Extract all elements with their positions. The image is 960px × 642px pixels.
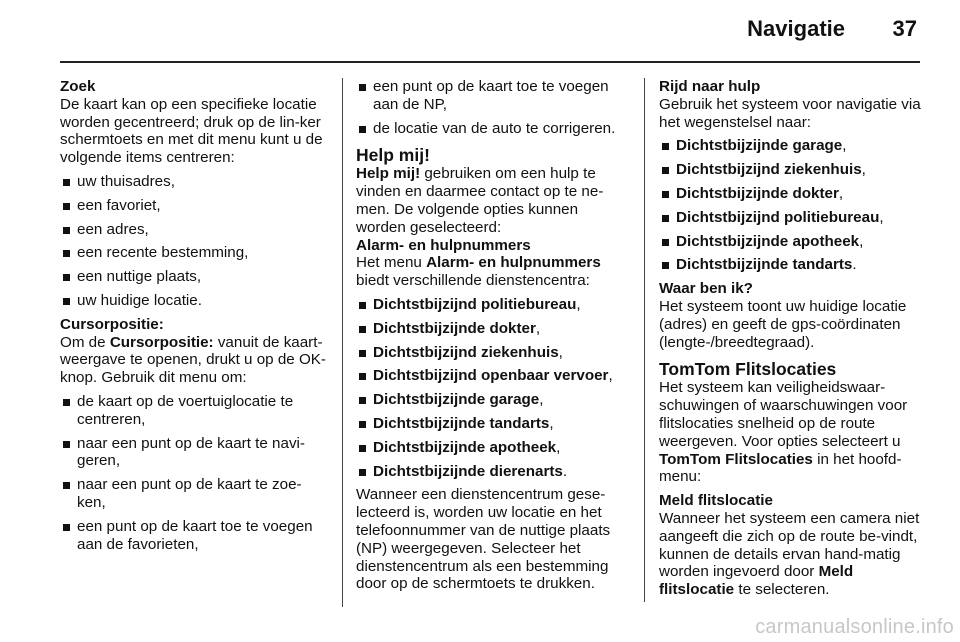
bullet-icon — [359, 373, 366, 380]
list-item: uw huidige locatie. — [60, 292, 330, 310]
list-item: een adres, — [60, 221, 330, 239]
help-text: Help mij! gebruiken om een hulp te vinden en daarmee contact op te ne-men. De volgende opties kunnen worden geselecteerd: — [356, 165, 604, 236]
bullet-icon — [63, 250, 70, 257]
alarm-text: Het menu Alarm- en hulpnummers biedt verschillende dienstencentra: — [356, 254, 601, 290]
list-item: een favoriet, — [60, 197, 330, 215]
list-item: Dichtstbijzijnde dierenarts. — [356, 463, 632, 481]
cursor-text: Om de Cursorpositie: vanuit de kaart-weergave te openen, drukt u op de OK-knop. Gebruik dit menu om: — [60, 333, 326, 387]
list-item: Dichtstbijzijnde tandarts, — [356, 415, 632, 433]
list-item: een nuttige plaats, — [60, 268, 330, 286]
bullet-icon — [359, 469, 366, 476]
cursor-list-continued — [356, 78, 632, 137]
page-number: 37 — [892, 16, 917, 41]
meld-text: Wanneer het systeem een camera niet aangeeft die zich op de route be-vindt, kunnen de details ervan hand-matig worden ingevoerd door Meld flitslocatie te selecteren. — [659, 509, 920, 599]
meld-heading: Meld flitslocatie — [659, 492, 773, 510]
bullet-icon — [63, 298, 70, 305]
bullet-icon — [63, 482, 70, 489]
bullet-icon — [359, 302, 366, 309]
column-right — [659, 78, 929, 599]
list-item: Dichtstbijzijnd ziekenhuis, — [659, 161, 929, 179]
list-item: Dichtstbijzijnde apotheek, — [356, 439, 632, 457]
bullet-icon — [63, 524, 70, 531]
list-item: de locatie van de auto te corrigeren. — [356, 120, 632, 138]
rijd-text: Gebruik het systeem voor navigatie via het wegenstelsel naar: — [659, 95, 921, 131]
list-item: Dichtstbijzijnd politiebureau, — [356, 296, 632, 314]
column-left — [60, 78, 330, 553]
bullet-icon — [359, 421, 366, 428]
bullet-icon — [63, 179, 70, 186]
bullet-icon — [359, 84, 366, 91]
column-divider — [342, 78, 343, 607]
bullet-icon — [662, 262, 669, 269]
bullet-icon — [63, 399, 70, 406]
list-item: een punt op de kaart toe te voegen aan de NP, — [356, 78, 632, 114]
closing-text: Wanneer een dienstencentrum gese-lecteerd is, worden uw locatie en het telefoonnummer van de nuttige plaats (NP) weergegeven. Selecteer het dienstencentrum als een bestemming door op de schermtoets te drukken. — [356, 486, 611, 593]
alarm-list — [356, 296, 632, 480]
zoek-text: De kaart kan op een specifieke locatie worden gecentreerd; druk op de lin-ker schermtoets en met dit menu kunt u de volgende items centreren: — [60, 95, 323, 167]
watermark: carmanualsonline.info — [755, 616, 954, 638]
list-item: Dichtstbijzijnd politiebureau, — [659, 209, 929, 227]
bullet-icon — [662, 167, 669, 174]
page-header — [60, 0, 920, 63]
list-item: Dichtstbijzijnde dokter, — [356, 320, 632, 338]
alarm-heading: Alarm- en hulpnummers — [356, 236, 531, 254]
bullet-icon — [63, 203, 70, 210]
bullet-icon — [359, 326, 366, 333]
zoek-list — [60, 173, 330, 310]
waar-text: Het systeem toont uw huidige locatie (adres) en geeft de gps-coördinaten (lengte-/breedtegraad). — [659, 297, 907, 351]
bullet-icon — [662, 215, 669, 222]
bullet-icon — [662, 191, 669, 198]
bullet-icon — [662, 143, 669, 150]
help-heading: Help mij! — [356, 145, 430, 166]
bullet-icon — [359, 445, 366, 452]
tomtom-text: Het systeem kan veiligheidswaar-schuwingen of waarschuwingen voor flitslocaties snelheid op de route weergeven. Voor opties selecteert u TomTom Flitslocaties in het hoofd-menu: — [659, 379, 908, 486]
page-title: Navigatie — [747, 16, 845, 41]
cursor-list — [60, 393, 330, 553]
list-item: naar een punt op de kaart te navi-geren, — [60, 435, 330, 471]
rijd-list — [659, 137, 929, 274]
zoek-heading: Zoek — [60, 78, 96, 95]
list-item: Dichtstbijzijnde tandarts. — [659, 256, 929, 274]
bullet-icon — [359, 350, 366, 357]
list-item: uw thuisadres, — [60, 173, 330, 191]
waar-heading: Waar ben ik? — [659, 280, 753, 298]
cursor-heading: Cursorpositie: — [60, 315, 164, 333]
column-divider — [644, 78, 645, 602]
bullet-icon — [359, 126, 366, 133]
rijd-heading: Rijd naar hulp — [659, 78, 761, 95]
column-middle — [356, 78, 632, 593]
list-item: Dichtstbijzijnde garage, — [356, 391, 632, 409]
list-item: Dichtstbijzijnd openbaar vervoer, — [356, 367, 632, 385]
bullet-icon — [63, 274, 70, 281]
list-item: naar een punt op de kaart te zoe-ken, — [60, 476, 330, 512]
bullet-icon — [359, 397, 366, 404]
bullet-icon — [662, 239, 669, 246]
list-item: Dichtstbijzijnde dokter, — [659, 185, 929, 203]
tomtom-heading: TomTom Flitslocaties — [659, 359, 837, 380]
bullet-icon — [63, 441, 70, 448]
list-item: een punt op de kaart toe te voegen aan de favorieten, — [60, 518, 330, 554]
list-item: Dichtstbijzijnde garage, — [659, 137, 929, 155]
list-item: de kaart op de voertuiglocatie te centreren, — [60, 393, 330, 429]
list-item: Dichtstbijzijnde apotheek, — [659, 233, 929, 251]
list-item: een recente bestemming, — [60, 244, 330, 262]
bullet-icon — [63, 227, 70, 234]
list-item: Dichtstbijzijnd ziekenhuis, — [356, 344, 632, 362]
